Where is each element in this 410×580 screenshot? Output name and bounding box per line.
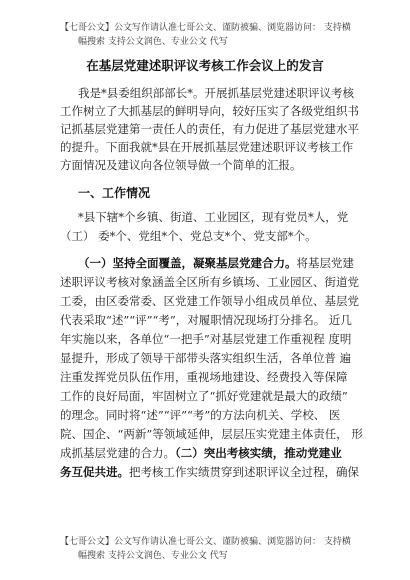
section1-line-2: （工） 委*个、党组*个、党总支*个、党支部*个。 — [60, 229, 317, 243]
subsection2-line-1-rest: 把考核工作实绩贯穿到述职评议全过程，确保 — [129, 465, 359, 479]
subsection1-line-8: 工作的良好局面，牢固树立了“抓好党建就是最大的政绩” — [60, 389, 348, 403]
subsection1-line-5: 年实施以来，各单位“一把手”对基层党建工作重视程 度明 — [60, 332, 352, 346]
subsection2-line-1 — [60, 465, 359, 479]
header-watermark-line-1: 【七哥公文】公文写作请认准七哥公文、谨防被骗、浏览器访问： 支持横 — [60, 23, 351, 33]
subsection1-heading: （一）坚持全面覆盖，凝聚基层党建合力。 — [78, 256, 297, 270]
subsection1-line-11-text: 成抓基层党建的合力。 — [60, 446, 175, 460]
header-watermark-line-2: 幅搜索 支持公文润色、专业公文 代写 — [78, 37, 228, 47]
subsection1-line-1-rest: 将基层党建 — [296, 256, 354, 270]
intro-line-3: 记抓基层党建第一责任人的责任，有力促进了基层党建水平 — [60, 122, 359, 136]
subsection1-line-10: 院、国企、“两新”等领域延伸，层层压实党建主体责任， 形 — [60, 427, 363, 441]
section-heading-work-status: 一、工作情况 — [78, 186, 151, 200]
subsection2-heading-part-1: （二）突出考核实绩，推动党建业 — [175, 446, 342, 460]
intro-line-1: 我是*县委组织部部长*。开展抓基层党建述职评议考核 — [78, 86, 354, 100]
section1-line-1: *县下辖*个乡镇、街道、工业园区，现有党员*人，党 — [78, 210, 349, 224]
intro-line-4: 的提升。下面我就*县在开展抓基层党建述职评议考核工作 — [60, 140, 354, 154]
subsection1-line-1 — [78, 256, 354, 270]
footer-watermark-line-2: 幅搜索 支持公文润色、专业公文 代写 — [78, 551, 228, 561]
footer-watermark-line-1: 【七哥公文】公文写作请认准七哥公文、谨防被骗、浏览器访问： 支持横 — [60, 537, 351, 547]
subsection1-line-4: 代表采取“述”“评”“考”，对履职情况现场打分排名。 近几 — [60, 313, 352, 327]
subsection2-heading-part-2: 务互促共进。 — [60, 465, 129, 479]
document-title: 在基层党建述职评议考核工作会议上的发言 — [86, 58, 324, 73]
intro-line-5: 方面情况及建议向各位领导做一个简单的汇报。 — [60, 158, 302, 172]
subsection1-line-6: 显提升，形成了领导干部带头落实组织生活，各单位普 遍 — [60, 351, 352, 365]
intro-line-2: 工作树立了大抓基层的鲜明导向，较好压实了各级党组织书 — [60, 104, 359, 118]
subsection1-line-11 — [60, 446, 342, 460]
subsection1-line-9: 的理念。同时将“述”“评”“考”的方法向机关、学校、 医 — [60, 408, 341, 422]
subsection1-line-7: 注重发挥党员队伍作用，重视场地建设、经费投入等保障 — [60, 370, 348, 384]
subsection1-line-2: 述职评议考核对象涵盖全区所有乡镇场、工业园区、街道党 — [60, 275, 359, 289]
subsection1-line-3: 工委，由区委常委、区党建工作领导小组成员单位、基层党 — [60, 294, 359, 308]
